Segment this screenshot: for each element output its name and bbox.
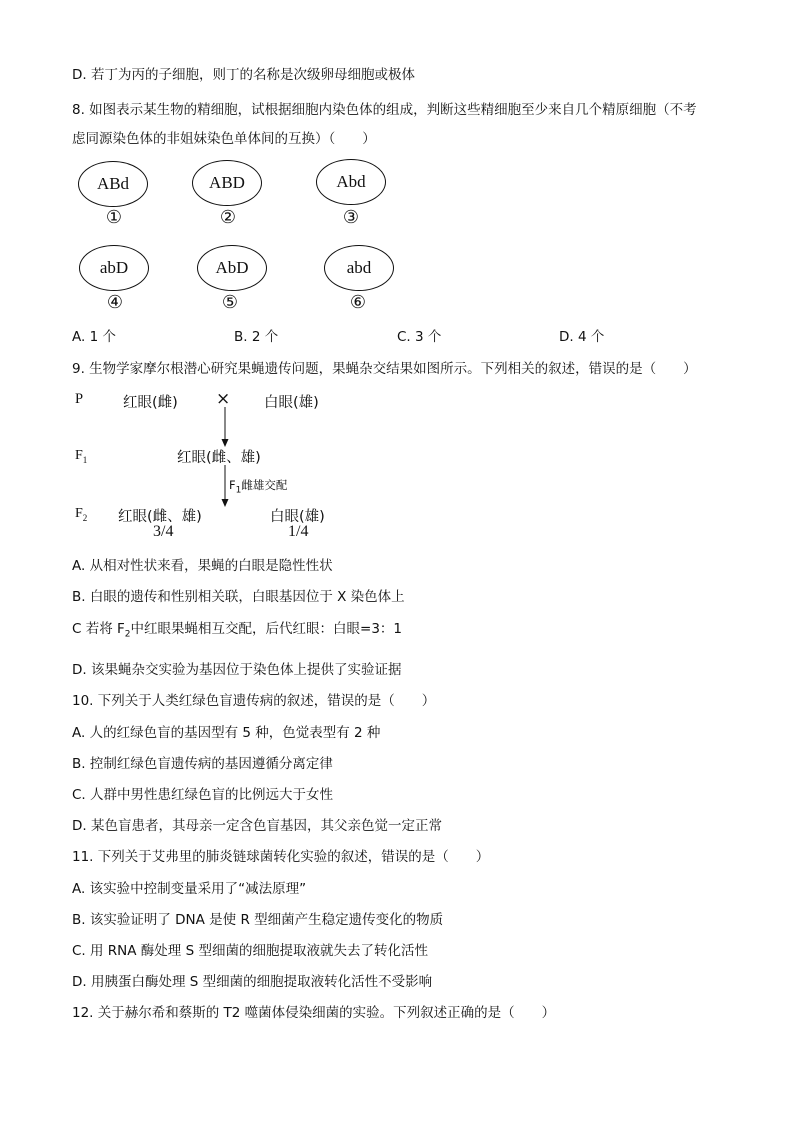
q11-stem: 11. 下列关于艾弗里的肺炎链球菌转化实验的叙述，错误的是（ ） [72, 849, 490, 865]
q11-option-a: A. 该实验中控制变量采用了“减法原理” [72, 881, 307, 897]
f1-intercross-note: $F_1$雌雄交配 [229, 478, 288, 496]
f1-result: 红眼(雌、雄) [177, 450, 261, 466]
f2-red-eye: 红眼(雌、雄) [118, 509, 202, 525]
sperm-cell-6: abd [324, 245, 394, 291]
f1-generation-label: $F_1$ [75, 448, 88, 465]
sperm-cell-3: Abd [316, 159, 386, 205]
q9-stem: 9. 生物学家摩尔根潜心研究果蝇遗传问题，果蝇杂交结果如图所示。下列相关的叙述，错误的是（ ） [72, 361, 697, 377]
q8-option-a: A. 1 个 [72, 329, 116, 345]
sperm-cell-1-number: ① [105, 207, 123, 228]
q12-stem: 12. 关于赫尔希和蔡斯的 T2 噬菌体侵染细菌的实验。下列叙述正确的是（ ） [72, 1005, 556, 1021]
q10-stem: 10. 下列关于人类红绿色盲遗传病的叙述，错误的是（ ） [72, 693, 436, 709]
f2-red-ratio: 3/4 [153, 523, 174, 540]
sperm-cell-4: abD [79, 245, 149, 291]
q8-stem-line1: 8. 如图表示某生物的精细胞，试根据细胞内染色体的组成，判断这些精细胞至少来自几个精原细胞（不考 [72, 102, 697, 118]
p-male-white-eye: 白眼(雄) [264, 395, 319, 411]
q11-option-d: D. 用胰蛋白酶处理 S 型细菌的细胞提取液转化活性不受影响 [72, 974, 433, 990]
sperm-cell-6-number: ⑥ [349, 292, 367, 313]
p-generation-label: P [75, 391, 84, 407]
p-female-red-eye: 红眼(雌) [123, 395, 178, 411]
q8-stem-line2: 虑同源染色体的非姐妹染色单体间的互换）（ ） [72, 131, 376, 147]
sperm-cell-5-number: ⑤ [221, 292, 239, 313]
q9-option-c: C 若将 $F_2$中红眼果蝇相互交配，后代红眼：白眼=3：1 [72, 621, 403, 640]
q10-option-a: A. 人的红绿色盲的基因型有 5 种，色觉表型有 2 种 [72, 725, 381, 741]
sperm-cell-2: ABD [192, 160, 262, 206]
q11-option-b: B. 该实验证明了 DNA 是使 R 型细菌产生稳定遗传变化的物质 [72, 912, 444, 928]
q10-option-d: D. 某色盲患者，其母亲一定含色盲基因，其父亲色觉一定正常 [72, 818, 442, 834]
q10-option-b: B. 控制红绿色盲遗传病的基因遵循分离定律 [72, 756, 333, 772]
q9-option-d: D. 该果蝇杂交实验为基因位于染色体上提供了实验证据 [72, 662, 402, 678]
q10-option-c: C. 人群中男性患红绿色盲的比例远大于女性 [72, 787, 334, 803]
q8-option-b: B. 2 个 [234, 329, 279, 345]
cross-arrows [218, 406, 232, 536]
q8-option-c: C. 3 个 [397, 329, 442, 345]
f2-white-eye: 白眼(雄) [270, 509, 325, 525]
f2-white-ratio: 1/4 [288, 523, 309, 540]
q9-option-a: A. 从相对性状来看，果蝇的白眼是隐性性状 [72, 558, 333, 574]
q7-option-d: D. 若丁为丙的子细胞，则丁的名称是次级卵母细胞或极体 [72, 67, 415, 83]
cross-symbol: × [216, 389, 231, 409]
sperm-cell-5: AbD [197, 245, 267, 291]
q9-option-b: B. 白眼的遗传和性别相关联，白眼基因位于 X 染色体上 [72, 589, 405, 605]
sperm-cell-4-number: ④ [106, 292, 124, 313]
sperm-cell-2-number: ② [219, 207, 237, 228]
q8-option-d: D. 4 个 [559, 329, 605, 345]
q11-option-c: C. 用 RNA 酶处理 S 型细菌的细胞提取液就失去了转化活性 [72, 943, 428, 959]
sperm-cell-3-number: ③ [342, 207, 360, 228]
f2-generation-label: $F_2$ [75, 506, 88, 523]
sperm-cell-1: ABd [78, 161, 148, 207]
